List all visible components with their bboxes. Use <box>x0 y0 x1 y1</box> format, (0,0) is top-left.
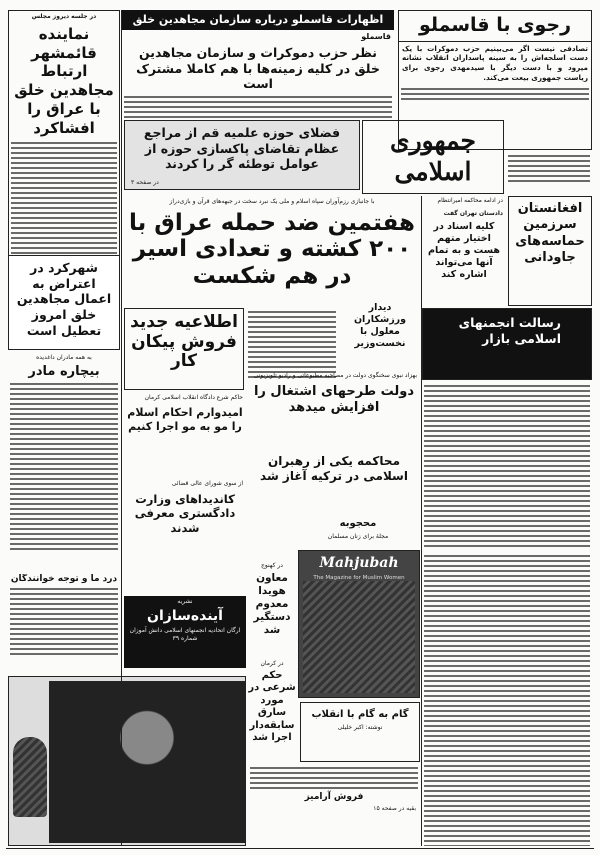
story-afghanistan <box>508 196 592 306</box>
ad-headline: اطلاعیه جدید فروش پیکان کار <box>130 312 238 372</box>
ad-paykan-sale <box>124 308 244 390</box>
story-kicker: با جانبازی رزم‌آوران سپاه اسلام و ملی یک نبرد سخت در جبهه‌های قرآن و بازی‌دراز <box>169 198 375 205</box>
story-kicker: در کهنوج <box>261 562 283 569</box>
story-headline: دولت طرحهای اشتغال را افزایش میدهد <box>253 383 415 416</box>
story-kicker: در جلسه دیروز مجلس <box>31 13 97 20</box>
story-disabled-athletes <box>340 300 420 366</box>
story-headline: رسالت انجمنهای اسلامی بازار <box>458 315 561 346</box>
continuation-note: بقیه در صفحه ۱۵ <box>373 805 416 813</box>
story-headline: کلیه اسناد در اختیار متهم هست و به تمام آنها می‌تواند اشاره کند <box>428 221 500 280</box>
story-headline: حکم شرعی در مورد سارق سابقه‌دار اجرا شد <box>248 669 296 744</box>
story-body-text <box>8 588 120 655</box>
story-amir-entezam <box>422 196 506 296</box>
story-headline: معاون هویدا معدوم دستگیر شد <box>253 571 291 637</box>
story-kicker: قاسملو <box>361 31 391 41</box>
story-shahrekord <box>8 255 120 350</box>
magazine-masthead: Mahjubah <box>319 555 399 571</box>
story-kicker: مجلهٔ برای زنان مسلمان <box>327 532 389 540</box>
story-body-text <box>8 383 120 550</box>
story-right-column <box>422 382 592 550</box>
story-bazaar-societies <box>422 308 592 380</box>
story-headline: امیدوارم احکام اسلام را مو به مو اجرا کنیم <box>127 405 243 433</box>
story-headline: محاکمه یکی از رهبران اسلامی در ترکیه آغاز شد <box>260 454 408 483</box>
story-byline: نوشته: اکبر خلیلی <box>337 723 383 731</box>
story-headline: درد ما و توجه خوانندگان <box>10 574 118 584</box>
ad-kicker: نشریه <box>177 598 193 605</box>
story-headline: نظر حزب دموکرات و سازمان مجاهدین خلق در کلیه زمینه‌ها با هم کاملا مشترک است <box>136 45 380 92</box>
mahjubah-cover-photo <box>298 550 420 698</box>
story-hoveyda-deputy <box>248 560 296 656</box>
story-headline: فضلای حوزه علمیه قم از مراجع عظام تقاضای پاکسازی حوزه از عوامل توطئه گر را کردند <box>143 125 341 172</box>
continuation-note: در صفحه ۳ <box>131 179 159 186</box>
ad-headline: فروش آرامیز <box>304 792 364 802</box>
ad-body: ارگان اتحادیه انجمنهای اسلامی دانش آموزان شماره ۳۹ <box>129 627 241 643</box>
story-body-text <box>246 311 338 378</box>
story-rajavi-continued <box>506 152 592 194</box>
veiled-women-photo <box>303 581 415 693</box>
story-headline: نماینده قائمشهر ارتباط مجاهدین خلق با عراق را افشاکرد <box>14 24 114 137</box>
story-body-text <box>506 155 592 182</box>
masthead-dateline <box>363 194 503 195</box>
story-kerman-thief <box>248 658 296 762</box>
ad-aramiz <box>248 764 420 846</box>
story-headline: دیدار ورزشکاران معلول با نخست‌وزیر <box>353 302 407 349</box>
poem-mother <box>8 352 120 572</box>
story-kicker: در ادامه محاکمه امیرانتظام <box>437 198 503 204</box>
story-body-text <box>122 96 394 118</box>
masthead <box>362 120 504 194</box>
story-headline: رجوی با قاسملو <box>399 11 591 42</box>
rose-illustration <box>13 737 47 817</box>
story-kicker: دادستان تهران گفت <box>443 209 503 217</box>
banner-headline: اظهارات قاسملو درباره سازمان مجاهدین خلق <box>122 10 394 30</box>
ad-ayandesazan <box>124 596 246 668</box>
portrait-photo <box>49 681 245 843</box>
story-step-by-step <box>300 702 420 762</box>
story-right-column-lower <box>422 552 592 846</box>
story-readers-column <box>8 574 120 674</box>
story-headline: افغانستان سرزمین حماسه‌های جاودانی <box>515 201 585 265</box>
story-justice-candidates <box>124 478 246 558</box>
ad-body <box>248 767 420 789</box>
story-iraq-counterattack <box>124 196 420 304</box>
story-hawza-qom <box>124 120 360 190</box>
story-body-text <box>422 385 592 550</box>
story-kicker: در کرمان <box>260 660 284 667</box>
story-body-text <box>399 88 591 100</box>
column-divider <box>421 196 422 846</box>
masthead-logo: جمهوری اسلامی <box>390 126 476 187</box>
story-headline: بیچاره مادر <box>28 363 100 379</box>
story-body-text <box>422 555 592 846</box>
story-headline: شهرکرد در اعتراض به اعمال مجاهدین خلق امروز تعطیل است <box>16 260 112 338</box>
story-turkey-trial <box>248 452 420 516</box>
story-kicker: حاکم شرع دادگاه انقلاب اسلامی کرمان <box>144 394 243 401</box>
story-kicker: از سوی شورای عالی قضائی <box>171 480 243 487</box>
story-government-jobs <box>248 370 420 450</box>
story-headline: گام به گام با انقلاب <box>311 709 409 720</box>
magazine-ad-photo <box>8 676 246 846</box>
story-headline: محجوبه <box>339 518 377 529</box>
story-kerman-judge <box>124 392 246 476</box>
column-divider <box>121 10 122 846</box>
story-headline: کاندیداهای وزارت دادگستری معرفی شدند <box>134 491 236 535</box>
story-ghassemlou-statement <box>122 10 394 118</box>
story-headline: هفتمین ضد حمله عراق با ۲۰۰ کشته و تعدادی اسیر در هم شکست <box>128 209 415 289</box>
page-border <box>6 848 594 849</box>
story-mahjubah-intro <box>296 518 420 548</box>
ad-headline: آینده‌سازان <box>147 607 223 624</box>
story-kicker: به همه مادران داغدیده <box>36 354 92 361</box>
story-kicker: بهزاد نبوی سخنگوی دولت در مصاحبه مطبوعاتی و رادیو تلویزیونی <box>253 372 417 379</box>
story-lead: تصادفی نیست اگر می‌بینیم حزب دموکرات با یک دست اسلحه‌اش را به سینه پاسداران انقلاب نشانه میرود و با دست دیگر با سیدمهدی رجوی برای ریاست جمهوری بیعت می‌کند. <box>402 43 588 82</box>
magazine-subtitle: The Magazine for Muslim Women <box>313 574 405 581</box>
